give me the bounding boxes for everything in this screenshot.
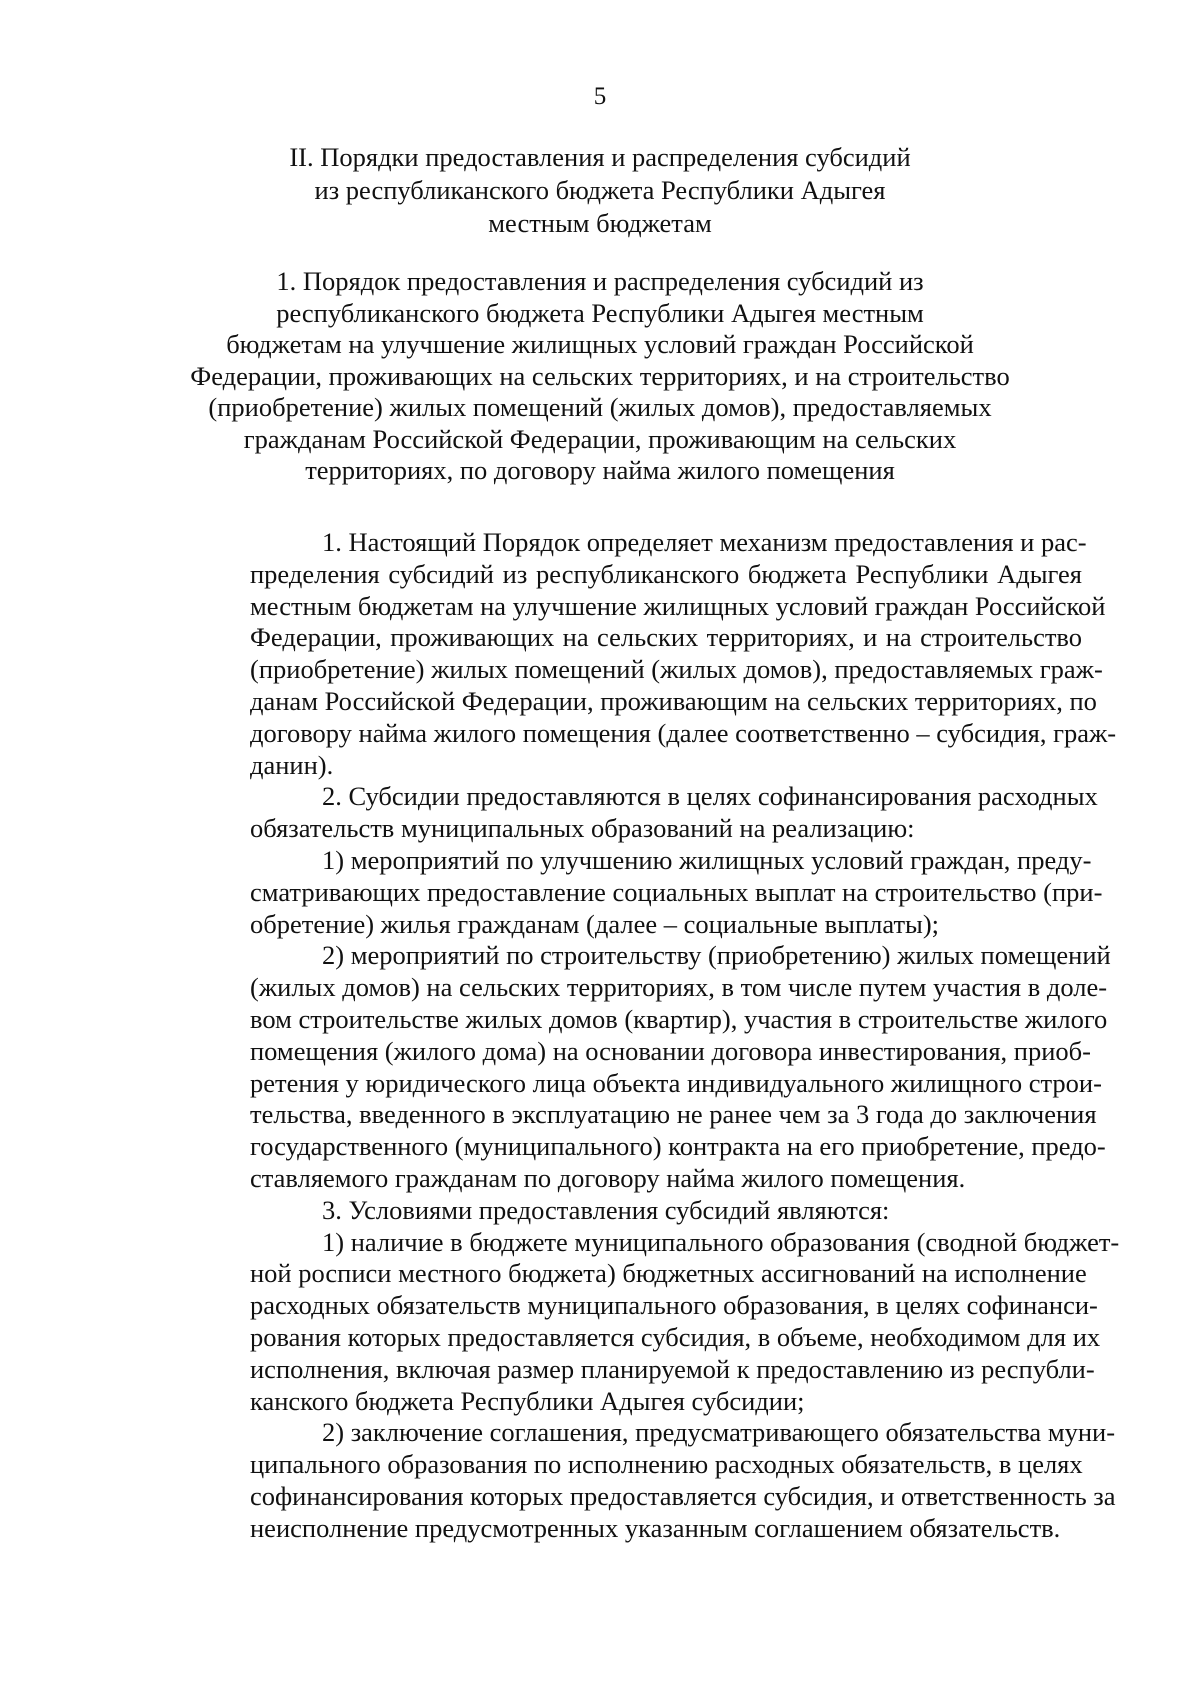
text-line: 1. Настоящий Порядок определяет механизм предоставления и рас- <box>322 527 1087 557</box>
text-line: ной росписи местного бюджета) бюджетных ассигнований на исполнение <box>250 1258 1087 1289</box>
page-number: 5 <box>593 83 607 110</box>
section-title-line: II. Порядки предоставления и распределения субсидий <box>289 142 911 172</box>
text-line: 3. Условиями предоставления субсидий являются: <box>322 1194 890 1225</box>
text-line: пределения субсидий из республиканского бюджета Республики Адыгея <box>250 558 1082 589</box>
text-line: ципального образования по исполнению расходных обязательств, в целях <box>250 1449 1083 1480</box>
paragraph-2-item-1 <box>178 844 1103 940</box>
text-line: государственного (муниципального) контракта на его приобретение, предо- <box>250 1131 1106 1162</box>
section-title-line: из республиканского бюджета Республики Адыгея <box>314 175 886 205</box>
paragraph-3-item-2 <box>178 1417 1116 1544</box>
paragraph-2 <box>178 781 1098 845</box>
text-line: Федерации, проживающих на сельских территориях, и на строительство <box>250 622 1082 653</box>
text-line: помещения (жилого дома) на основании договора инвестирования, приоб- <box>250 1035 1091 1066</box>
body-text <box>178 527 1120 1545</box>
text-line: рования которых предоставляется субсидия, в объеме, необходимом для их <box>250 1321 1101 1352</box>
subsection-title-line: (приобретение) жилых помещений (жилых домов), предоставляемых <box>208 392 992 422</box>
section-title <box>0 141 1200 240</box>
text-line: местным бюджетам на улучшение жилищных условий граждан Российской <box>250 590 1106 621</box>
text-line: 1) мероприятий по улучшению жилищных условий граждан, преду- <box>322 844 1092 875</box>
text-line: 1) наличие в бюджете муниципального образования (сводной бюджет- <box>322 1226 1120 1257</box>
subsection-title-line: бюджетам на улучшение жилищных условий граждан Российской <box>226 329 974 359</box>
paragraph-3 <box>178 1195 1082 1227</box>
text-line: договору найма жилого помещения (далее соответственно – субсидия, граж- <box>250 717 1117 748</box>
text-line: 2) заключение соглашения, предусматривающего обязательства муни- <box>322 1417 1116 1448</box>
text-line: исполнения, включая размер планируемой к предоставлению из республи- <box>250 1353 1095 1384</box>
text-line: (жилых домов) на сельских территориях, в том числе путем участия в доле- <box>250 972 1108 1003</box>
subsection-title-line: 1. Порядок предоставления и распределения субсидий из <box>276 266 924 296</box>
text-line: (приобретение) жилых помещений (жилых домов), предоставляемых граж- <box>250 654 1103 685</box>
text-line: ретения у юридического лица объекта индивидуального жилищного строи- <box>250 1067 1102 1098</box>
text-line: софинансирования которых предоставляется субсидия, и ответственность за <box>250 1480 1116 1511</box>
text-line: обретение) жилья гражданам (далее – социальные выплаты); <box>250 908 940 939</box>
section-title-line: местным бюджетам <box>488 208 712 238</box>
text-line: вом строительстве жилых домов (квартир), участия в строительстве жилого <box>250 1003 1108 1034</box>
subsection-title-line: гражданам Российской Федерации, проживающим на сельских <box>243 423 957 454</box>
text-line: расходных обязательств муниципального образования, в целях софинанси- <box>250 1290 1098 1321</box>
subsection-title-line: республиканского бюджета Республики Адыгея местным <box>276 297 924 328</box>
paragraph-1 <box>178 527 1117 781</box>
text-line: ставляемого гражданам по договору найма жилого помещения. <box>250 1162 966 1193</box>
text-line: обязательств муниципальных образований на реализацию: <box>250 813 915 844</box>
subsection-title-line: территориях, по договору найма жилого помещения <box>305 455 895 485</box>
text-line: данин). <box>250 749 334 780</box>
text-line: сматривающих предоставление социальных выплат на строительство (при- <box>250 876 1103 907</box>
text-line: тельства, введенного в эксплуатацию не ранее чем за 3 года до заключения <box>250 1099 1097 1130</box>
text-line: неисполнение предусмотренных указанным соглашением обязательств. <box>250 1512 1061 1543</box>
paragraph-2-item-2 <box>178 940 1111 1194</box>
text-line: 2. Субсидии предоставляются в целях софинансирования расходных <box>322 781 1098 812</box>
text-line: канского бюджета Республики Адыгея субсидии; <box>250 1385 805 1416</box>
subsection-title-line: Федерации, проживающих на сельских территориях, и на строительство <box>190 360 1010 391</box>
text-line: 2) мероприятий по строительству (приобретению) жилых помещений <box>322 940 1111 971</box>
paragraph-3-item-1 <box>178 1226 1120 1418</box>
text-line: данам Российской Федерации, проживающим на сельских территориях, по <box>250 685 1097 716</box>
subsection-title <box>0 266 1200 487</box>
